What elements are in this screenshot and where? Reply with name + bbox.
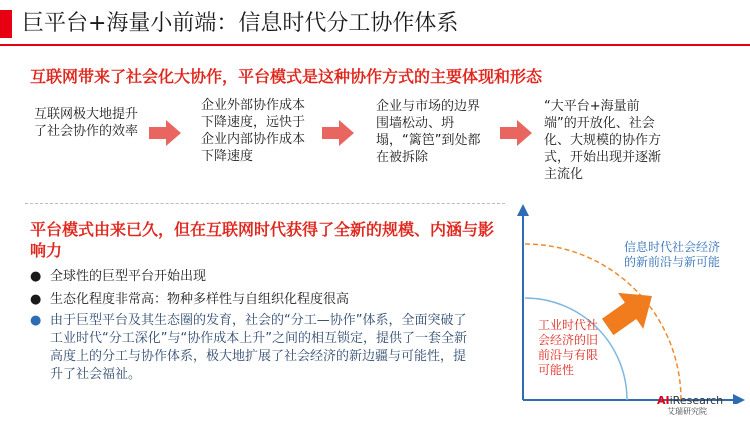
bullet-item [30,291,470,309]
title-underline [0,44,750,46]
flow-step-3: 企业与市场的边界围墙松动、坍塌，“篱笆”到处都在被拆除 [376,99,481,165]
flow-step-2: 企业外部协作成本下降速度，远快于企业内部协作成本下降速度 [201,98,306,164]
right-arrow-icon [149,120,181,146]
bullet-text: 生态化程度非常高：物种多样性与自组织化程度很高 [50,292,350,307]
right-arrow-icon [322,120,354,146]
bullet-dot-icon: ● [30,292,42,307]
headline: 互联网带来了社会化大协作，平台模式是这种协作方式的主要体现和形态 [30,67,543,86]
expansion-arrow-icon [595,278,664,345]
page-title: 巨平台+海量小前端：信息时代分工协作体系 [22,11,459,36]
bullet-text: 由于巨型平台及其生态圈的发育，社会的“分工—协作”体系，全面突破了工业时代“分工深化”与“协作成本上升”之间的相互锁定，提供了一套全新高度上的分工与协作体系，极大地扩展了社会经济的新边疆与可能性，提升了社会福祉。 [50,313,467,382]
flow-step-4: “大平台+海量前端”的开放化、社会化、大规模的协作方式，开始出现并逐渐主流化 [544,99,662,182]
bullet-dot-icon: ● [30,313,42,328]
right-arrow-icon [500,120,532,146]
bullet-item [30,268,470,286]
bullet-dot-icon: ● [30,269,42,284]
title-accent-bar [0,10,12,38]
logo-wordmark: AIiResearch [657,394,724,407]
section-divider [25,203,505,204]
new-frontier-label: 信息时代社会经济的新前沿与新可能 [624,240,721,269]
flow-step-1: 互联网极大地提升了社会协作的效率 [34,107,139,139]
bullet-text: 全球性的巨型平台开始出现 [50,269,207,284]
old-frontier-label: 工业时代社会经济的旧前沿与有限可能性 [538,318,599,377]
title-bar [0,0,750,44]
iresearch-logo [657,394,745,420]
section-subheading: 平台模式由来已久，但在互联网时代获得了全新的规模、内涵与影响力 [30,220,495,260]
bullet-item [30,312,470,384]
logo-subtitle: 艾瑞研究院 [667,407,707,416]
